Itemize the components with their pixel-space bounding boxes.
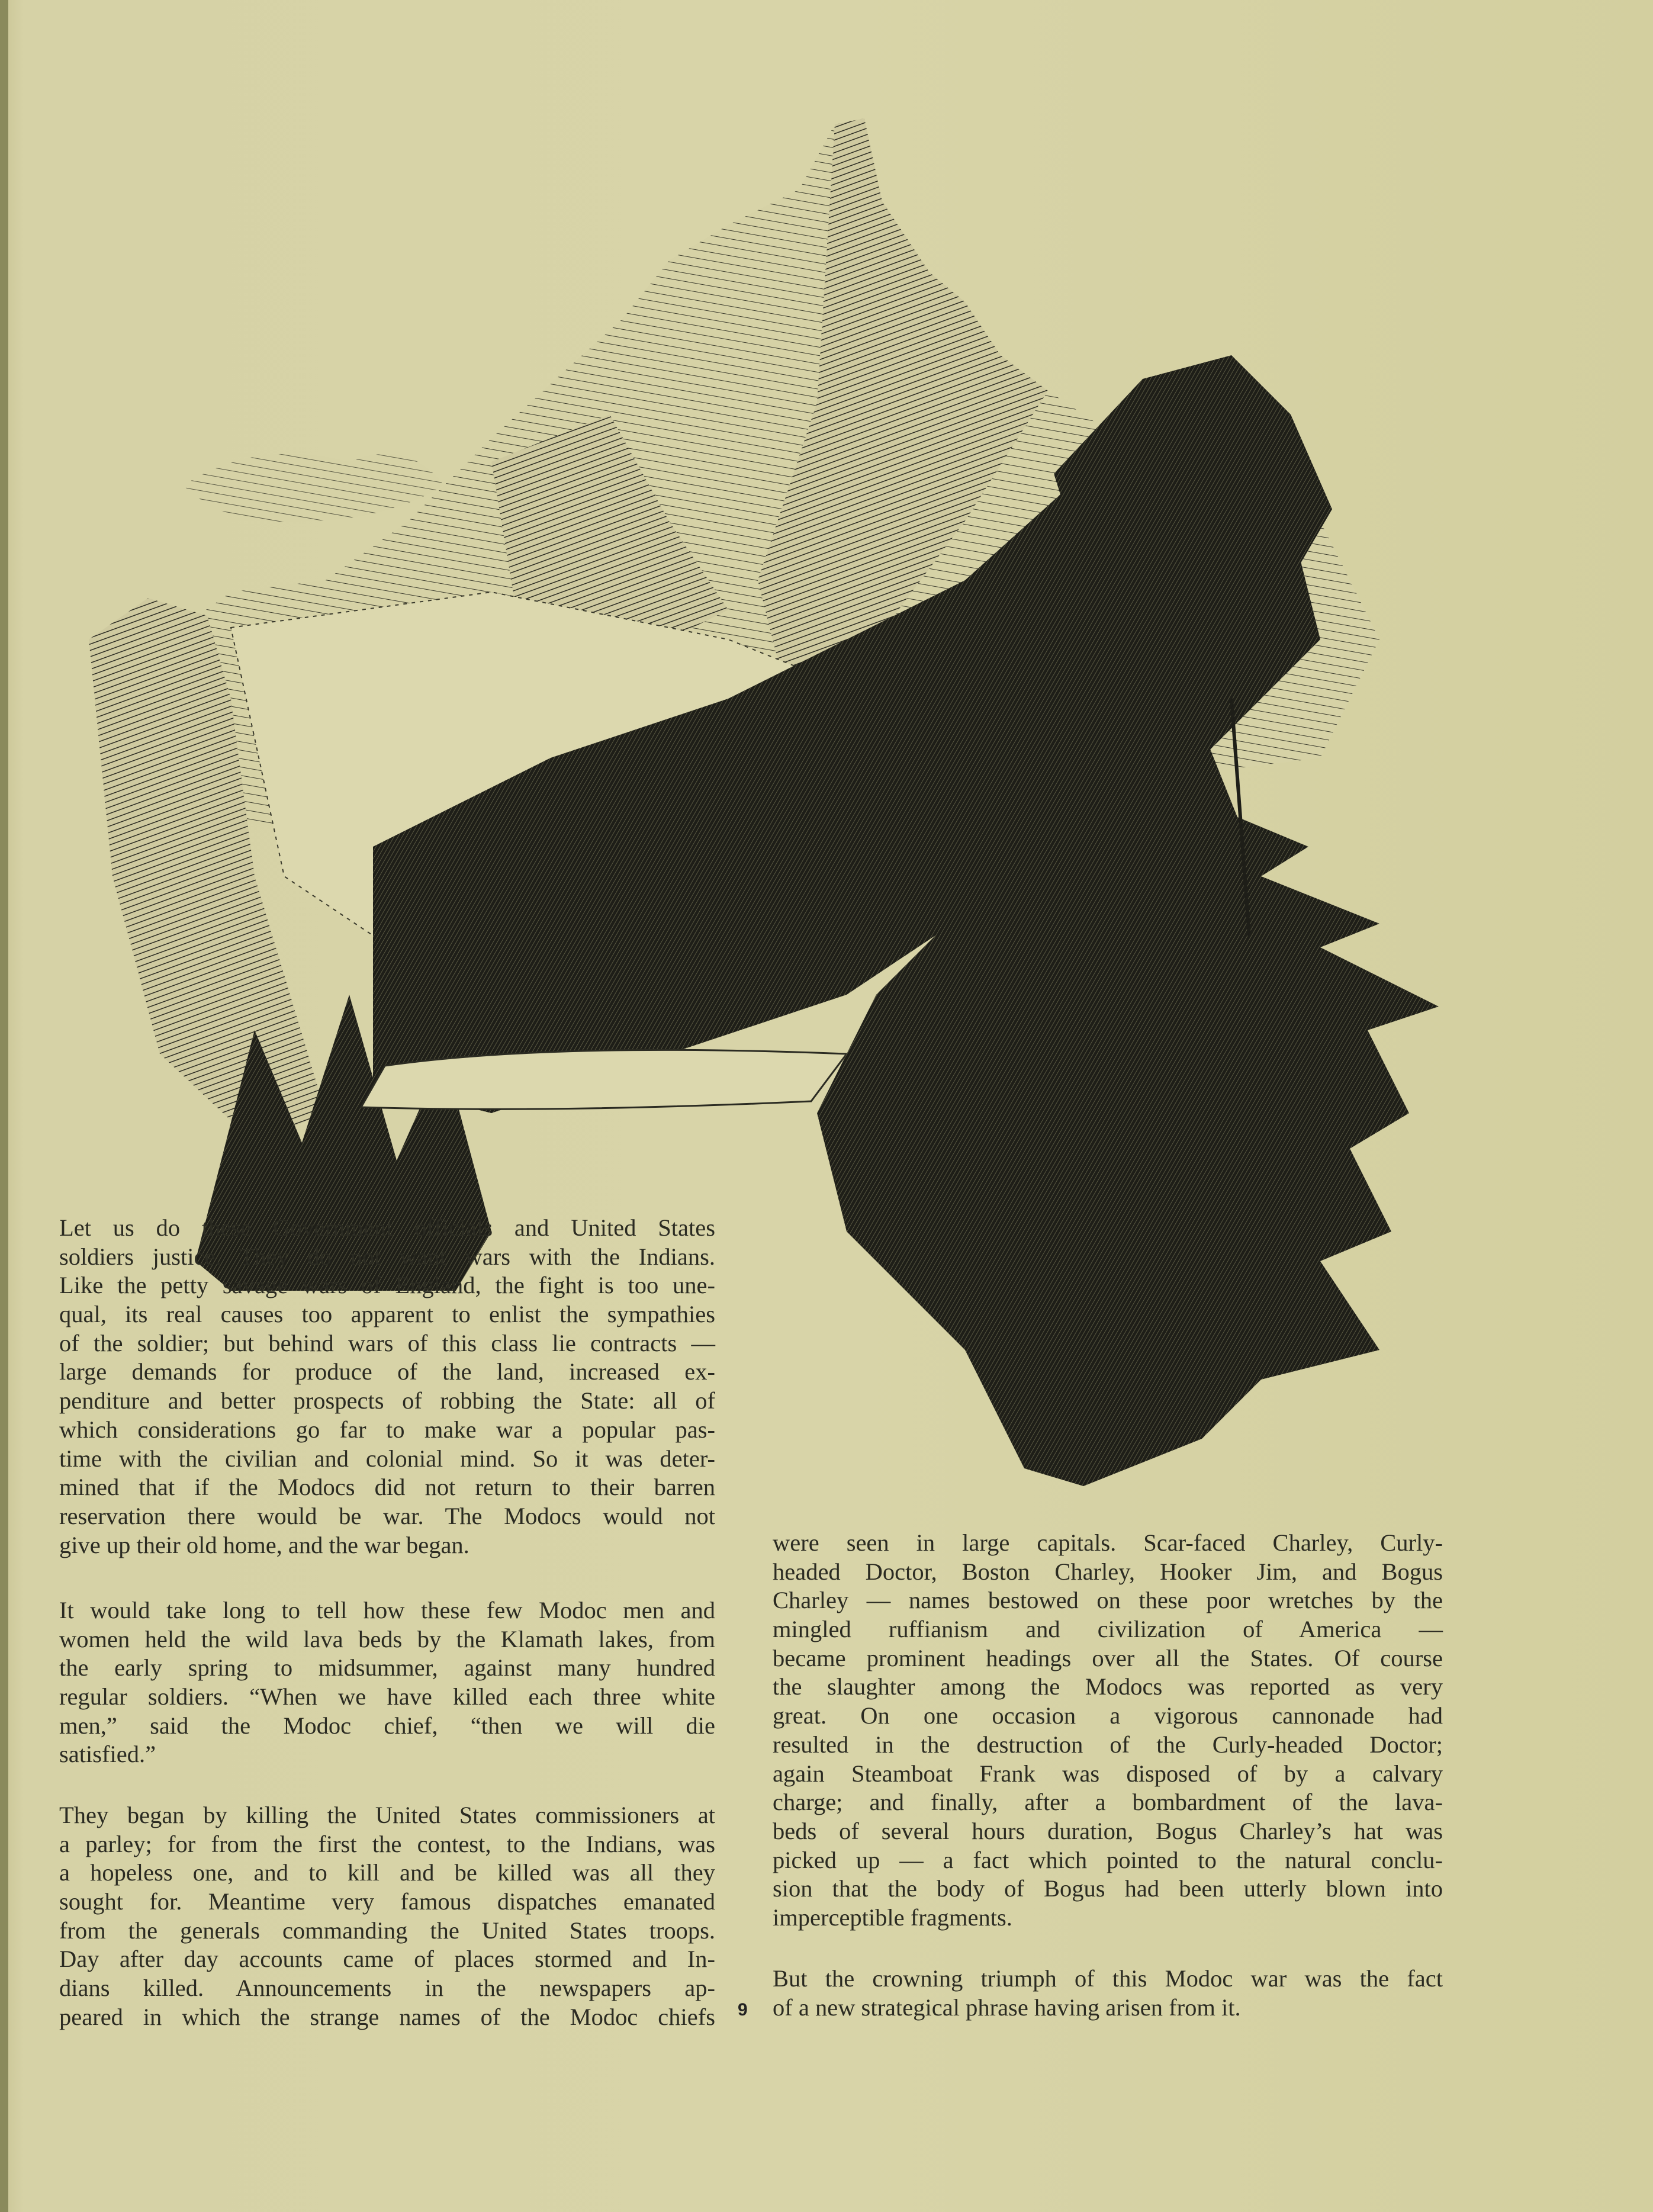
text-line: resulted in the destruction of the Curly-headed Doctor; [773,1731,1443,1758]
text-line: charge; and finally, after a bombardment of the lava- [773,1789,1443,1816]
paragraph [773,1965,1443,2022]
text-line: women held the wild lava beds by the Klamath lakes, from [59,1625,715,1652]
text-line: mingled ruffianism and civilization of America — [773,1616,1443,1643]
text-line: became prominent headings over all the States. Of course [773,1644,1443,1671]
text-line: a hopeless one, and to kill and be killed was all they [59,1859,715,1886]
text-line: Like the petty savage wars of England, the fight is too une- [59,1272,715,1299]
text-line: give up their old home, and the war began. [59,1531,469,1558]
page-number: 9 [738,2000,748,2020]
text-line: imperceptible fragments. [773,1904,1012,1931]
text-line: peared in which the strange names of the Modoc chiefs [59,2003,715,2030]
text-line: They began by killing the United States commissioners at [59,1802,715,1828]
text-line: satisfied.” [59,1741,156,1768]
text-line: the early spring to midsummer, against many hundred [59,1654,715,1681]
text-line: large demands for produce of the land, increased ex- [59,1358,715,1385]
text-line: which considerations go far to make war a popular pas- [59,1416,715,1443]
text-line: sion that the body of Bogus had been utterly blown into [773,1875,1443,1902]
text-line: penditure and better prospects of robbing the State: all of [59,1387,715,1414]
paragraph [59,1801,715,2032]
text-line: a parley; for from the first the contest, to the Indians, was [59,1830,715,1857]
text-line: beds of several hours duration, Bogus Charley’s hat was [773,1817,1443,1844]
tree-crown-right [1054,355,1332,592]
text-line: soldiers justice. They do not want wars with the Indians. [59,1243,715,1270]
text-line: of a new strategical phrase having arisen from it. [773,1994,1241,2021]
text-line: Charley — names bestowed on these poor wretches by the [773,1587,1443,1614]
text-line: Day after day accounts came of places stormed and In- [59,1946,715,1973]
text-line: men,” said the Modoc chief, “then we will die [59,1712,715,1739]
text-line: dians killed. Announcements in the newspapers ap- [59,1975,715,2002]
text-line: great. On one occasion a vigorous cannonade had [773,1702,1443,1729]
text-line: again Steamboat Frank was disposed of by a calvary [773,1760,1443,1787]
text-line: Let us do these Government officials and United States [59,1214,715,1241]
text-line: from the generals commanding the United States troops. [59,1917,715,1944]
paragraph [59,1214,715,1560]
text-line: qual, its real causes too apparent to enlist the sympathies [59,1301,715,1328]
paragraph [59,1596,715,1769]
text-line: But the crowning triumph of this Modoc war was the fact [773,1965,1443,1992]
text-line: reservation there would be war. The Modocs would not [59,1502,715,1529]
paragraph [773,1529,1443,1933]
text-line: mined that if the Modocs did not return to their barren [59,1474,715,1501]
page-edge [0,0,8,2212]
text-line: sought for. Meantime very famous dispatches emanated [59,1888,715,1915]
text-line: picked up — a fact which pointed to the natural conclu- [773,1846,1443,1873]
text-line: time with the civilian and colonial mind. So it was deter- [59,1445,715,1472]
text-line: of the soldier; but behind wars of this class lie contracts — [59,1329,715,1356]
text-line: It would take long to tell how these few Modoc men and [59,1597,715,1623]
text-line: regular soldiers. “When we have killed each three white [59,1683,715,1711]
cloud-shape [184,454,444,522]
text-line: were seen in large capitals. Scar-faced Charley, Curly- [773,1529,1443,1556]
text-line: the slaughter among the Modocs was reported as very [773,1673,1443,1700]
text-line: headed Doctor, Boston Charley, Hooker Jim, and Bogus [773,1558,1443,1585]
